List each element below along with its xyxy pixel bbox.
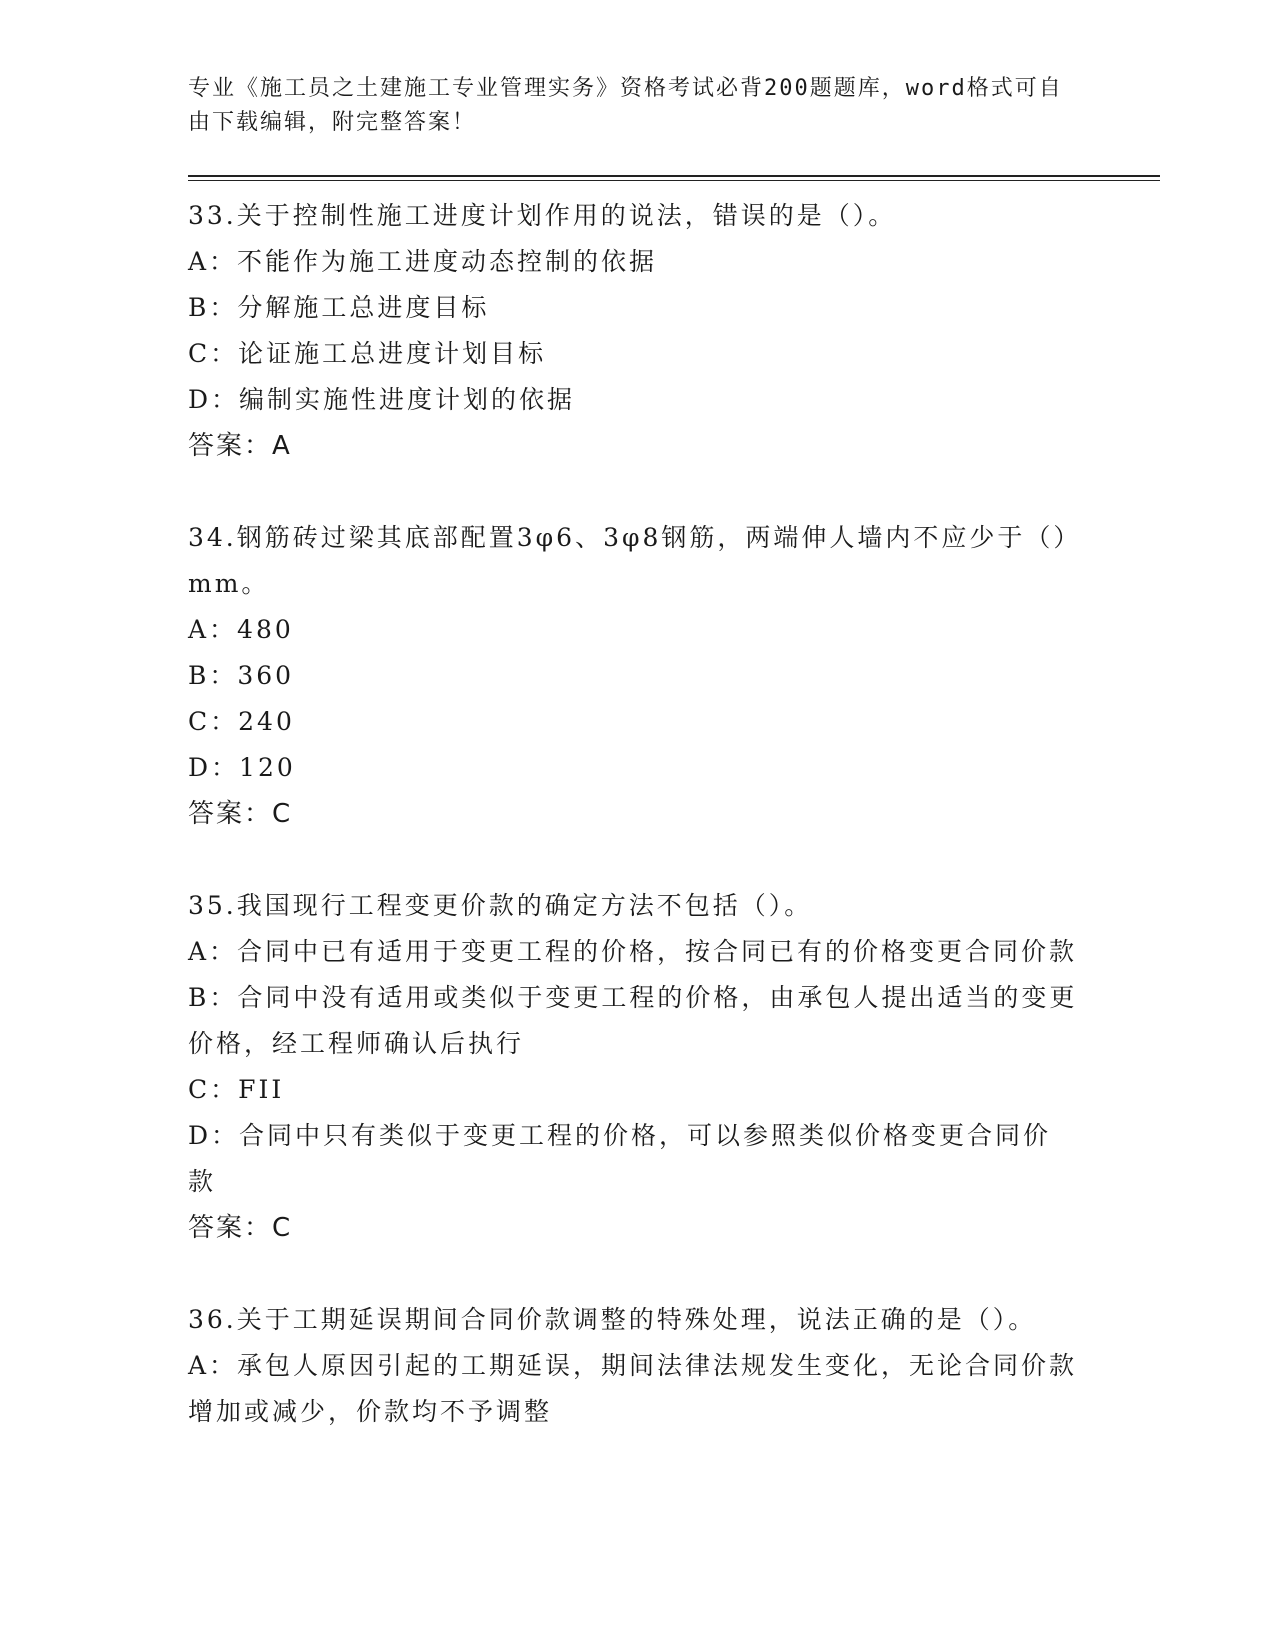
question-34 — [188, 515, 1160, 837]
answer: 答案：C — [188, 1213, 293, 1243]
question-stem: 34.钢筋砖过梁其底部配置3φ6、3φ8钢筋，两端伸人墙内不应少于（）mm。 — [188, 523, 1069, 598]
option-a: A：480 — [188, 615, 294, 644]
question-33 — [188, 193, 1160, 469]
option-a: A：合同中已有适用于变更工程的价格，按合同已有的价格变更合同价款 — [188, 937, 1078, 966]
answer: 答案：A — [188, 431, 292, 461]
option-c: C：FII — [188, 1075, 285, 1104]
question-stem: 33.关于控制性施工进度计划作用的说法，错误的是（）。 — [188, 201, 897, 230]
option-b: B：360 — [188, 661, 295, 690]
document-header: 专业《施工员之土建施工专业管理实务》资格考试必背200题题库，word格式可自由下载编辑，附完整答案！ — [188, 76, 1063, 135]
question-35 — [188, 883, 1160, 1251]
divider-thin-line — [188, 180, 1160, 181]
question-stem: 36.关于工期延误期间合同价款调整的特殊处理，说法正确的是（）。 — [188, 1305, 1037, 1334]
option-d: D：合同中只有类似于变更工程的价格，可以参照类似价格变更合同价款 — [188, 1121, 1052, 1196]
option-d: D：编制实施性进度计划的依据 — [188, 385, 576, 414]
option-a: A：承包人原因引起的工期延误，期间法律法规发生变化，无论合同价款增加或减少，价款均不予调整 — [188, 1351, 1078, 1426]
option-c: C：240 — [188, 707, 295, 736]
option-b: B：分解施工总进度目标 — [188, 293, 490, 322]
question-stem: 35.我国现行工程变更价款的确定方法不包括（）。 — [188, 891, 813, 920]
question-36 — [188, 1297, 1160, 1435]
answer: 答案：C — [188, 799, 293, 829]
option-b: B：合同中没有适用或类似于变更工程的价格，由承包人提出适当的变更价格，经工程师确认后执行 — [188, 983, 1078, 1058]
question-list — [188, 193, 1160, 1435]
document-page — [188, 72, 1160, 1481]
header-divider — [188, 175, 1160, 181]
option-a: A：不能作为施工进度动态控制的依据 — [188, 247, 658, 276]
divider-thick-line — [188, 175, 1160, 177]
option-c: C：论证施工总进度计划目标 — [188, 339, 547, 368]
option-d: D：120 — [188, 753, 296, 782]
